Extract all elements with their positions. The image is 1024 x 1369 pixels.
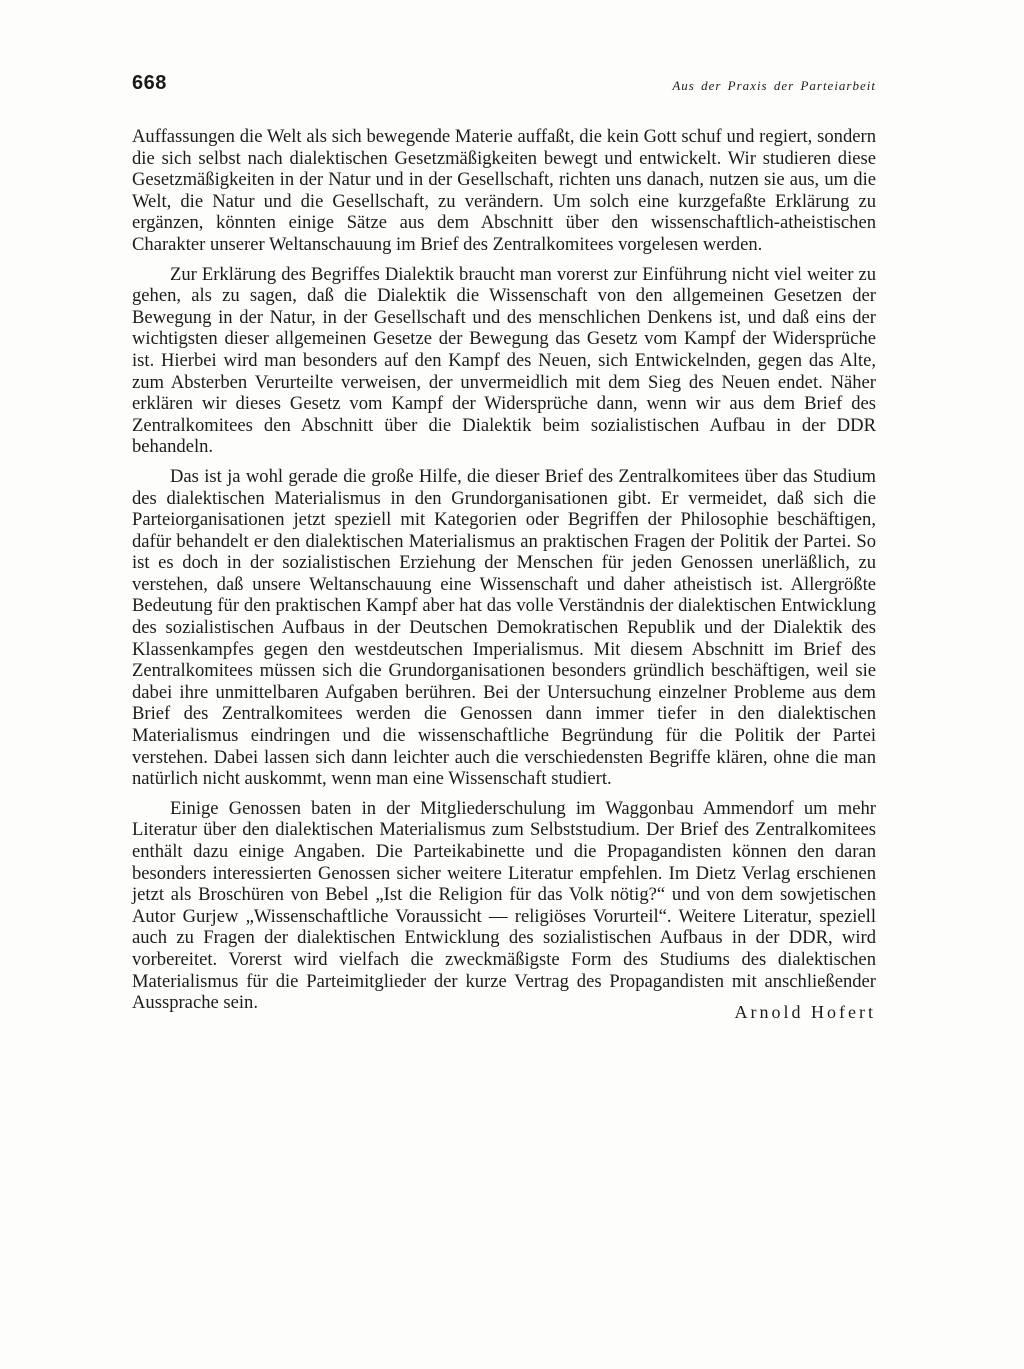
paragraph-3: Das ist ja wohl gerade die große Hilfe, die dieser Brief des Zentralkomitees über das Studium des dialektischen Materialismus in den Grundorganisationen gibt. Er vermeidet, daß sich die Parteiorganisationen jetzt speziell mit Kategorien oder Begriffen der Philosophie beschäftigen, dafür behandelt er den dialektischen Materialismus an praktischen Fragen der Politik der Partei. So ist es doch in der sozialistischen Erziehung der Menschen für jeden Genossen unerläßlich, zu verstehen, daß unsere Weltanschauung eine Wissenschaft und daher atheistisch ist. Allergrößte Bedeutung für den praktischen Kampf aber hat das volle Verständnis der dialektischen Entwicklung des sozialistischen Aufbaus in der Deutschen Demokratischen Republik und der Dialektik des Klassenkampfes gegen den westdeutschen Imperialismus. Mit diesem Abschnitt im Brief des Zentralkomitees müssen sich die Grundorganisationen besonders gründlich beschäftigen, weil sie dabei ihre unmittelbaren Aufgaben berühren. Bei der Untersuchung einzelner Probleme aus dem Brief des Zentralkomitees werden die Genossen dann immer tiefer in den dialektischen Materialismus eindringen und die wissenschaftliche Begründung für die Politik der Partei verstehen. Dabei lassen sich dann leichter auch die verschiedensten Begriffe klären, ohne die man natürlich nicht auskommt, wenn man eine Wissenschaft studiert. — [132, 465, 876, 790]
running-head: Aus der Praxis der Parteiarbeit — [672, 78, 876, 93]
page-header — [132, 72, 876, 102]
paragraph-4: Einige Genossen baten in der Mitgliederschulung im Waggonbau Ammendorf um mehr Literatur über den dialektischen Materialismus zum Selbststudium. Der Brief des Zentralkomitees enthält dazu einige Angaben. Die Parteikabinette und die Propagandisten können den daran besonders interessierten Genossen sicher weitere Literatur empfehlen. Im Dietz Verlag erschienen jetzt als Broschüren von Bebel „Ist die Religion für das Volk nötig?“ und von dem sowjetischen Autor Gurjew „Wissenschaftliche Voraussicht — religiöses Vorurteil“. Weitere Literatur, speziell auch zu Fragen der dialektischen Entwicklung des sozialistischen Aufbaus in der DDR, wird vorbereitet. Vorerst wird vielfach die zweckmäßigste Form des Studiums des dialektischen Materialismus für die Parteimitglieder der kurze Vertrag des Propagandisten mit anschließender Aussprache sein. — [132, 797, 876, 1014]
page-number: 668 — [132, 72, 167, 94]
paragraph-1: Auffassungen die Welt als sich bewegende Materie auffaßt, die kein Gott schuf und regiert, sondern die sich selbst nach dialektischen Gesetzmäßigkeiten bewegt und entwickelt. Wir studieren diese Gesetzmäßigkeiten in der Natur und in der Gesellschaft, richten uns danach, nutzen sie aus, um die Welt, die Natur und die Gesellschaft, zu verändern. Um solch eine kurzgefaßte Erklärung zu ergänzen, könnten einige Sätze aus dem Abschnitt über den wissenschaftlich-atheistischen Charakter unserer Weltanschauung im Brief des Zentralkomitees vorgelesen werden. — [132, 126, 876, 255]
author-signature: Arnold Hofert — [734, 1001, 876, 1022]
article-body — [132, 126, 876, 1023]
paragraph-2: Zur Erklärung des Begriffes Dialektik braucht man vorerst zur Einführung nicht viel weiter zu gehen, als zu sagen, daß die Dialektik die Wissenschaft von den allgemeinen Gesetzen der Bewegung in der Natur, in der Gesellschaft und des menschlichen Denkens ist, und daß eins der wichtigsten dieser allgemeinen Gesetze der Bewegung das Gesetz vom Kampf der Widersprüche ist. Hierbei wird man besonders auf den Kampf des Neuen, sich Entwickelnden, gegen das Alte, zum Absterben Verurteilte verweisen, der unvermeidlich mit dem Sieg des Neuen endet. Näher erklären wir dieses Gesetz vom Kampf der Widersprüche dann, wenn wir aus dem Brief des Zentralkomitees den Abschnitt über die Dialektik beim sozialistischen Aufbau in der DDR behandeln. — [132, 263, 876, 458]
